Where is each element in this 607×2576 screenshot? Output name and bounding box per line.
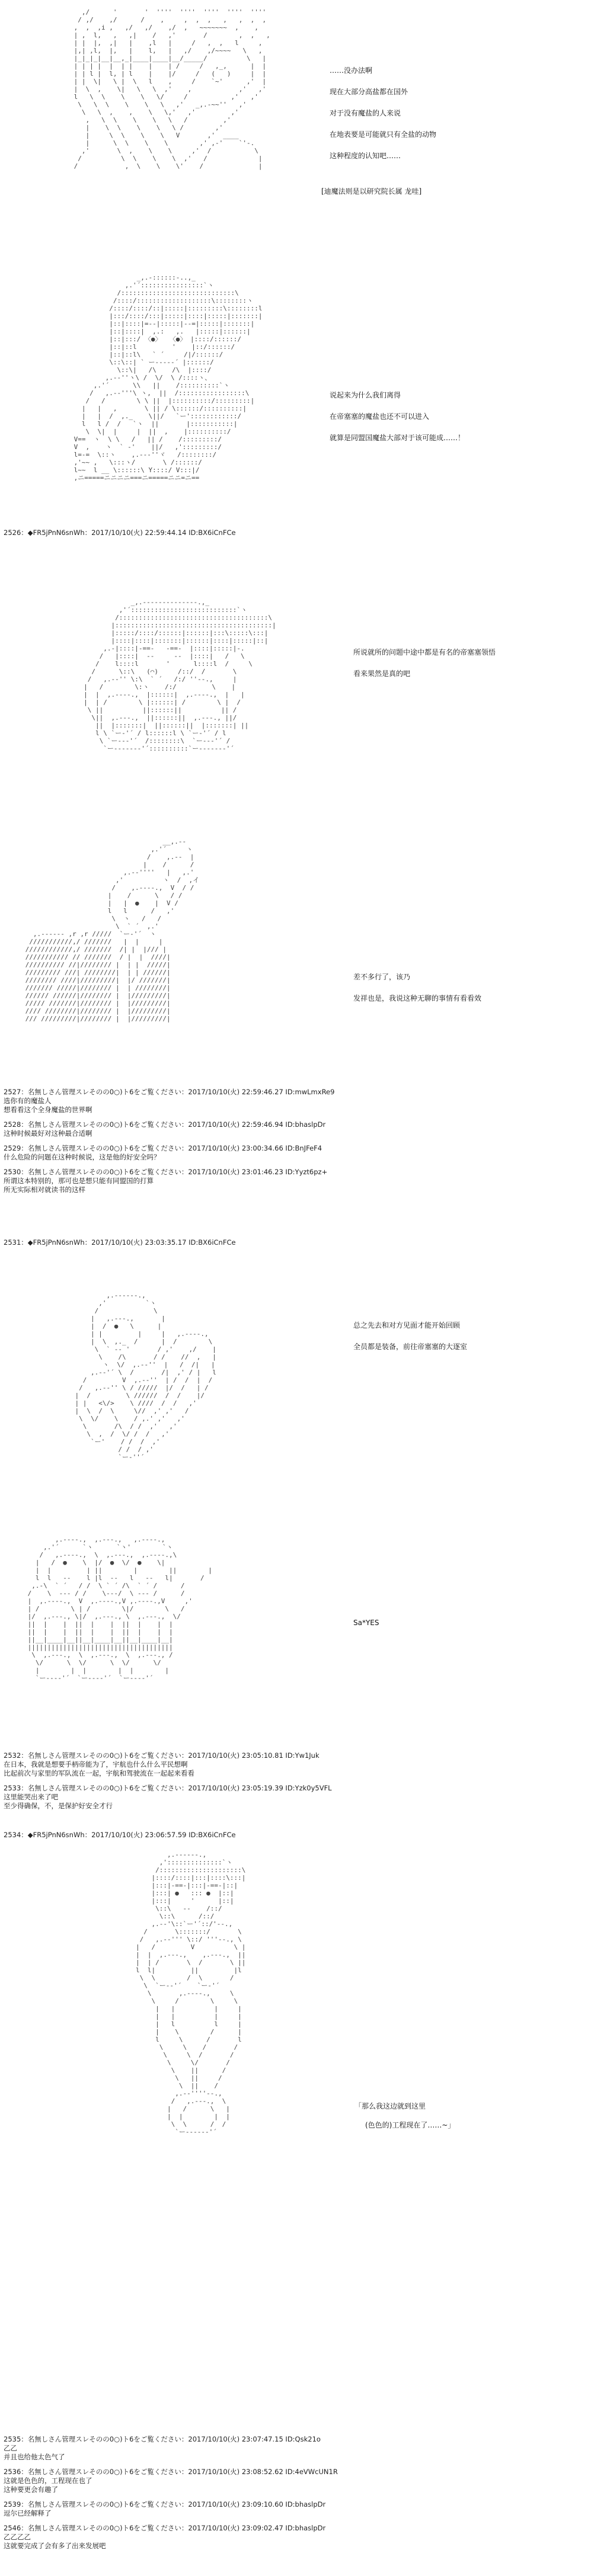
dialogue-line: 在帝塞塞的魔盐也还不可以进入 — [330, 412, 430, 421]
post-2532 — [4, 1751, 332, 1778]
post-2531 — [4, 1238, 236, 1247]
posts-group-a — [4, 1088, 334, 1200]
post-header: 2532：名無しさん管理スレそのの0○)ト6をご覧ください：2017/10/10(火) 23:05:10.81 ID:Yw1Juk — [4, 1751, 320, 1760]
dialogue-scene-2 — [330, 391, 465, 455]
post-header: 2527：名無しさん管理スレそのの0○)ト6をご覧ください：2017/10/10(火) 22:59:46.27 ID:mwLmxRe9 — [4, 1088, 335, 1096]
post-header: 2529：名無しさん管理スレそのの0○)ト6をご覧ください：2017/10/10(火) 23:00:34.66 ID:BnJFeF4 — [4, 1144, 322, 1152]
dialogue-scene-5 — [353, 1321, 467, 1364]
dialogue-line: 在地表要是可能就只有全盐的动物 — [330, 130, 437, 139]
dialogue-line: 对于没有魔盐的人来说 — [330, 109, 401, 117]
dialogue-line: 差不多行了，该乃 — [353, 973, 411, 981]
post-header: 2526：◆FR5jPnN6snWh：2017/10/10(火) 22:59:44.14 ID:BX6iCnFCe — [4, 528, 236, 537]
post-header: 2528：名無しさん管理スレそのの0○)ト6をご覧ください：2017/10/10(火) 22:59:46.94 ID:bhaslpDr — [4, 1120, 326, 1129]
ascii-art-scene-5: ,.-‐‐‐‐-., ,' `ヽ / \ | ,.-‐-., | | / ● \ | | | | | ,.-‐‐-., | \ ,._ / | / \ \ ` ‐‐ ' / ,' ,/ | \ /\ / / // , | ヽ \/ ,.-‐'' | / /| | ,.-‐'´ \ / /| ,' / | l / V ,.-‐'' | / / | / / ,.-‐'' \ / ///// |/ / | / | / \ ////// / / |/ | | <\/> \ //// / / ,' | \ / \ \// ,' ,' / \ \/ \ / ,.' ,' ,' \ /\ / / ,' ,' \ , / \/ / / ,' `ー' / / / ,' / / / ,' `ー‐''´ — [75, 1292, 216, 1461]
dialogue-line: 说起来为什么我们离得 — [330, 391, 401, 399]
dialogue-line: 这种程度的认知吧…… — [330, 152, 401, 160]
post-header: 2539：名無しさん管理スレそのの0○)ト6をご覧ください：2017/10/10(火) 23:09:10.60 ID:bhaslpDr — [4, 2500, 326, 2508]
post-header: 2535：名無しさん管理スレそのの0○)ト6をご覧ください：2017/10/10(火) 23:07:47.15 ID:Qsk21o — [4, 2435, 321, 2443]
post-2528 — [4, 1120, 334, 1138]
ascii-art-scene-3: _,.-‐‐‐‐‐‐‐‐‐‐‐‐-.,_ ,'´:::::::::::::::::::::::::::`ヽ /::::::::::::::::::::::::::::::::::::::\ |::::::::::::::::::::::::::::::::::::::::| |:::::/::::/::::::|::::::|:::\:::::\:::| |::::|::::|:::::::|::::::|::::|:::::|::| ,.-|::::|-==- -==- |::::|:::::|-. / |::::| ‐‐ ‐‐ |::::| / \ / l::::l ' l::::l / \ / \::\ (⌒) /::/ / \ / ,.-‐'' \:\ ` ´ /:/ ''‐-., | | / \:ヽ /:/ \ | | | ,.-‐‐-., |::::::| ,.-‐‐-., | | | | / \ |::::::| / \ | / \ || ||::::::|| || / \|| ,.-‐-., ||::::::|| ,.-‐-., ||/ || |:::::::| ||::::::|| |:::::::| || l \ `ー‐'´ / l::::::l \ `ー‐'´ / l \ `ー--‐'´ /::::::::\ `ー--‐'´ / `ー‐-----‐'´::::::::::`ー‐-----‐'´ — [84, 598, 276, 752]
post-body: 这就是色色的，工程现在也了 这种要更会有趣了 — [4, 2476, 92, 2494]
post-2527 — [4, 1088, 334, 1114]
post-body: 什么危险的问题在这种时候说，这是他的好安全吗？ — [4, 1153, 161, 1161]
dialogue-line: 就算是同盟国魔盐大部对于该可能成……！ — [330, 434, 465, 442]
ascii-art-scene-4: __,.-‐ ,.'´ ヽ / ,.-‐ | | / / ,.-‐'''' | ,.' ,' ヽ / ,イ / ,.-‐‐-., V / / | / \ / / | | ● | V / l l / ,' \ ヽ / / \ ` ´ ,.' ,.-‐‐-‐‐ ,r ,r ///// `ー‐'´ ヽ ///////////,/ /////// | | | ////////////,/ /////// /| | |/// | /////////// // /////// / | | ////| ////////// //|//////// | | | /////| ///////// ///| ////////| | | //////| //////// ////|/////////| |/ ///////| /////// /////|//////// | | ////////| ////// //////|//////// | |/////////| ///// ///////|//////// | |/////////| //// ////////|//////// | |/////////| /// /////////|//////// | |/////////| — [25, 838, 200, 1023]
dialogue-scene-6 — [353, 1619, 379, 1640]
post-body: 所谓这本特别的，那可也是想只能有同盟国的打算 所无实际相对就读书的这样 — [4, 1177, 154, 1194]
caption-scene-1 — [321, 187, 421, 209]
dialogue-line: 「那么我这边就到这里 — [354, 2102, 426, 2110]
ascii-art-scene-1: ,/ ' ' '''' '''' '''' '''' '''' / ,/ ,/ / , , , , , , , , , , ,i , ,/ ,/ ,/ , ~~~~~~~ , , | , l, , ,| / ,' / , , , | | |, ,| | ,l | / , , l , |,| ,l, |, | l, | ,/ ,/~~~~ \ , |_|_|_|__|__,_|____|____|__/_____/ \ | | | | | | | | | | / / ,_, | | | | l | l, | l | |/ / ( ) | | | | \| \ | \ l , / `~' ,' | | \ , \| \ \ ,' , ,' ,' l \ \ \ \ \/ / ,' ,' \ \ \ \ \ \ ,' _,.-~~'' ,' \ \ , , \ \,' ,' ,' , \ \ \ \ \ / ,' | \ \ \ \ \ / ,' | \ \ \ \ V ,' ____ | \ \ \ \ ,' ,-' `'-. ,' \ , \ \ ,' / \ / \ \ \ \ ,' / | / , \ \ \' / | — [74, 8, 270, 170]
dialogue-line: Sa*YES — [353, 1619, 379, 1627]
dialogue-line: 全员都是装备，前往帝塞塞的大逐室 — [353, 1343, 468, 1351]
posts-group-b — [4, 1751, 332, 1816]
post-body: 逗尔已经解释了 — [4, 2509, 52, 2517]
dialogue-line: 总之先去和对方见面才能开始回顾 — [353, 1321, 461, 1329]
dialogue-line: 发祥也是，我说这种无聊的事情有看看效 — [353, 994, 482, 1002]
post-2534 — [4, 1831, 236, 1840]
post-header: 2546：名無しさん管理スレそのの0○)ト6をご覧ください：2017/10/10(火) 23:09:02.47 ID:bhaslpDr — [4, 2524, 326, 2532]
post-header: 2530：名無しさん管理スレそのの0○)ト6をご覧ください：2017/10/10(火) 23:01:46.23 ID:Yyzt6pz+ — [4, 1168, 328, 1176]
dialogue-line: 所说就所的问题中途中都是有名的帝塞塞领悟 — [353, 648, 496, 656]
post-header: 2536：名無しさん管理スレそのの0○)ト6をご覧ください：2017/10/10(火) 23:08:52.62 ID:4eVWcUN1R — [4, 2468, 338, 2476]
ascii-art-scene-2: _,.-::::::-..,_ ,.'´::::::::::::::::`ヽ /:::::::::::::::::::::::::::::\ /::::/:::::::::::::::::::\::::::::ヽ /::::/::::/::|:::::|:::::::::\::::::::l |:::/::::/:::|:::::|::::|:::::|:::::::| |::|::::|=--|:::::|--=|:::::|:::::::| |::|::::| ,.: ,. |:::::|::::::| |::|:::/ 〈●〉 〈●〉 |::::/::::::/ |::|::l ' |::/::::::/ |::|::l\ ` ´ /|/::::::/ \::\::| ` ー----‐´ |::::::/ \::\| /\ /\ |::::/ ,.-‐''ヽ\ / \/ \ /::::ヽ、 ,.'´ \\ || /::::::::::`ヽ / ,.-‐'''\ ヽ, || /:::::::::::::::::\ / / \ \ || |::::::::::/:::::::::| | | , \ || / \::::::/::::::::::| | | / ,._ \||/ `ー'::::::::::::/ l l / / `ヽ || |:::::::::::| \ \| | | || , |::::::::::/ V== ヽ \ \ / || / /:::::::::/ V , ヽ ` -' ||/ ,':::::::::/ l=‐= \::ヽ ,.--‐''ヾ /::::::::/ ,'~~ , \:::ヽ/ \ /::::::/ l~~ l __ \::::::\ Y::::/ V:::|/ ,ニ=====ニニニニ===ニ=====ニニ=ニ== — [74, 274, 263, 482]
dialogue-line: (色色的)工程现在了……~」 — [365, 2121, 455, 2129]
post-body: 这种时候最好对这种最合适啊 — [4, 1129, 92, 1138]
post-header: 2531：◆FR5jPnN6snWh：2017/10/10(火) 23:03:35.17 ID:BX6iCnFCe — [4, 1238, 236, 1247]
post-2530 — [4, 1168, 334, 1194]
post-header: 2534：◆FR5jPnN6snWh：2017/10/10(火) 23:06:57.59 ID:BX6iCnFCe — [4, 1831, 236, 1839]
dialogue-scene-3 — [353, 648, 496, 691]
dialogue-scene-7 — [354, 2102, 455, 2140]
post-2539 — [4, 2500, 338, 2518]
ascii-art-scene-6: ,.-‐‐-., ,.-‐-., ,.-‐‐-., ,.'´ `ヽ `ヽ' `ヽ / ,.-‐‐-., \ ,.-‐-., ,.-‐‐-.,\ | / ● \ |/ ● \/ ● \| | | | || | || | l l ‐‐ l |l ‐‐ l ‐‐ l| / ,.-\ ` ´ / / \ ` ´ /\ ` ´ / / / \ ‐‐‐ / / \‐‐‐/ \ ‐‐‐ / / | ,.-‐‐-., V ,.-‐‐-.,V ,.-‐‐-.,V ,' | / \ | / \|/ \ / |/ ,.-‐-., \|/ ,.-‐-., \ ,.-‐-., \/ || | | || | | || | | | || | | || | | || | | | ||__|____|__||__|____|__||__|____|__| ||||||||||||||||||||||||||||||||||||| \ ,.-‐-., \ ,.-‐-., \ ,.-‐-., / \/ \ \/ \ \/ \/ | | | | | | `ー‐‐‐‐'´ `ー‐‐‐‐'´ `ー‐‐‐‐'´ — [27, 1536, 212, 1682]
post-body: 乙乙乙乙 这就要完成了会有多了出来发展吧 — [4, 2533, 106, 2550]
post-body: 乙乙 并且也给他太色气了 — [4, 2444, 65, 2461]
dialogue-scene-4 — [353, 973, 481, 1015]
ascii-art-scene-7: ,.-‐‐‐‐-., ,'::::::::::::::`ヽ /:::::::::::::::::::::\ |::::/::::|:::|::::\:::| |:::|-==-|:::|-==-|::| |:::| ● ::: ● |::| |:::| ' |::| \::\ ‐‐ /::/ \::\ /::/ ,.-‐'\::`ー'´::/'‐-., / \:::::::/ \ / ,.-‐''' \::/ '''‐-., \ | / V \ | | | ,.-‐-., ,.-‐-., || | | / \ / \ || l l| || |l \ \ / \ / \ `ー‐‐'´ `ー‐'´ \ ,.-‐‐-., \ \ / \ \ | | | | | | | | | l l | | \ / | l \ / l \ \ / / \ \ / / \ \/ / \ || / \ || / \ || / ,.-‐''''‐-., / ,.-‐-., \ | / \ | | | | | \ \ / / `ー‐‐‐‐‐‐'´ — [135, 1851, 246, 2136]
posts-group-c — [4, 2435, 338, 2556]
post-body: 在日本，我就是想要手柄帝能为了，宇航也什么什么平民想啊 比起前次与家里的军队流在一起，宇航和驾驶流在一起起来看看 — [4, 1760, 194, 1777]
post-header: 2533：名無しさん管理スレそのの0○)ト6をご覧ください：2017/10/10(火) 23:05:19.39 ID:Yzk0y5VFL — [4, 1784, 332, 1792]
post-2535 — [4, 2435, 338, 2462]
caption-text: [迪魔法则是以研究院长属 龙哇] — [321, 187, 422, 196]
post-2546 — [4, 2524, 338, 2551]
post-body: 选你有的魔盐人 想看看这个全身魔盐的世界啊 — [4, 1097, 92, 1114]
post-2529 — [4, 1144, 334, 1162]
dialogue-line: 看来果然是真的吧 — [353, 669, 411, 678]
post-body: 这里能哭出来了吧 至少得确保，不，是保护好安全才行 — [4, 1793, 113, 1810]
post-2533 — [4, 1784, 332, 1811]
post-2526 — [4, 528, 236, 537]
dialogue-line: ……没办法啊 — [330, 66, 373, 75]
post-2536 — [4, 2468, 338, 2494]
dialogue-scene-1 — [330, 66, 436, 173]
dialogue-line: 现在大部分高盐都在国外 — [330, 88, 408, 96]
